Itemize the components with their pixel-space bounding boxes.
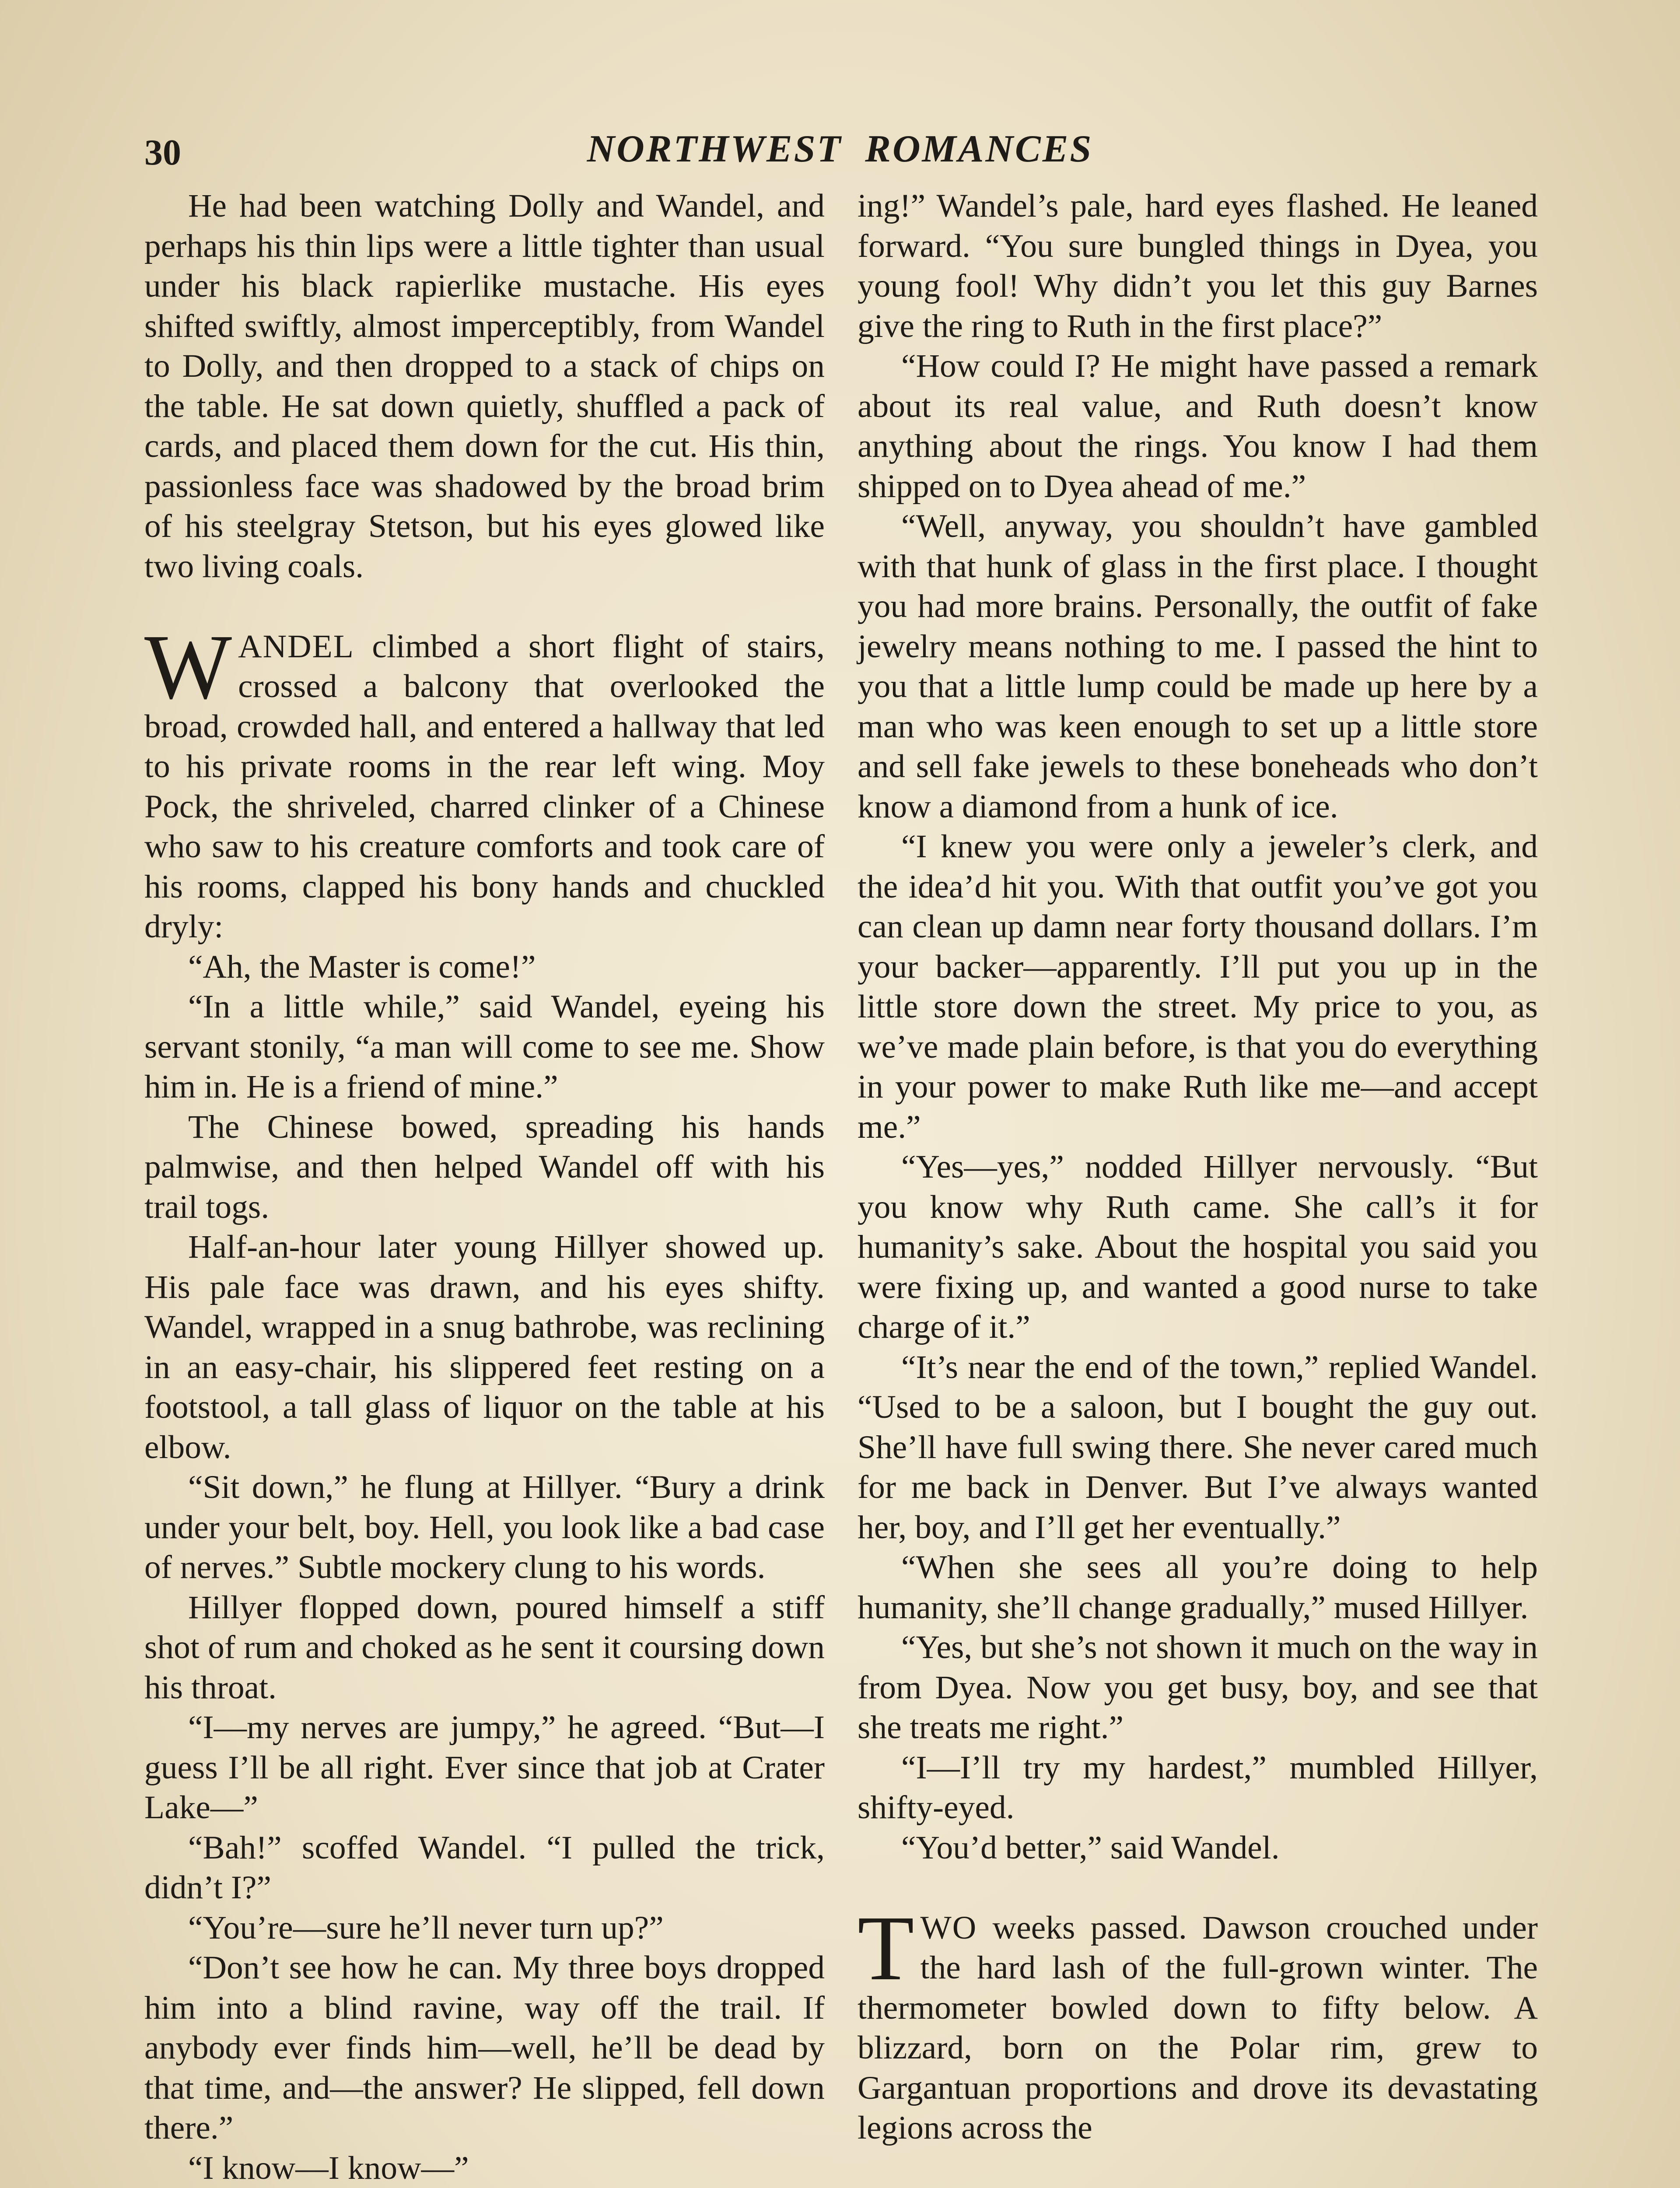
smallcaps-lead: ANDEL xyxy=(238,628,354,665)
paragraph: “When she sees all you’re doing to help humanity, she’ll change gradually,” mused Hillyer. xyxy=(858,1549,1538,1626)
section-break xyxy=(858,1868,1538,1908)
paragraph: “Don’t see how he can. My three boys dropped him into a blind ravine, way off the trail. If anybody ever finds him—well, he’ll be dead by that time, and—the answer? He slipped, fell down there.” xyxy=(144,1950,825,2146)
paragraph-with-dropcap xyxy=(144,615,825,947)
paragraph: “How could I? He might have passed a remark about its real value, and Ruth doesn’t know anything about the rings. You know I had them shipped on to Dyea ahead of me.” xyxy=(858,348,1538,505)
paragraph-text: weeks passed. Dawson crouched under the hard lash of the full-grown winter. The thermometer bowled down to fifty below. A blizzard, born on the Polar rim, grew to Gargantuan proportions and drove its devastating legions across the xyxy=(858,1909,1538,2146)
paragraph: He had been watching Dolly and Wandel, and perhaps his thin lips were a little tighter than usual under his black rapierlike mustache. His eyes shifted swiftly, almost imperceptibly, from Wandel to Dolly, and then dropped to a stack of chips on the table. He sat down quietly, shuffled a pack of cards, and placed them down for the cut. His thin, passionless face was shadowed by the broad brim of his steelgray Stetson, but his eyes glowed like two living coals. xyxy=(144,188,825,585)
paragraph: “I—I’ll try my hardest,” mumbled Hillyer, shifty-eyed. xyxy=(858,1749,1538,1826)
paragraph: Half-an-hour later young Hillyer showed up. His pale face was drawn, and his eyes shifty. Wandel, wrapped in a snug bathrobe, was reclining in an easy-chair, his slippered feet resting on a footstool, a tall glass of liquor on the table at his elbow. xyxy=(144,1229,825,1466)
drop-cap: T xyxy=(858,1896,914,1999)
paragraph: “I knew you were only a jeweler’s clerk, and the idea’d hit you. With that outfit you’ve got you can clean up damn near forty thousand dollars. I’m your backer—apparently. I’ll put you up in the little store down the street. My price to you, as we’ve made plain before, is that you do everything in your power to make Ruth like me—and accept me.” xyxy=(858,828,1538,1145)
paragraph: “Bah!” scoffed Wandel. “I pulled the trick, didn’t I?” xyxy=(144,1829,825,1906)
section-break xyxy=(144,586,825,627)
smallcaps-lead: WO xyxy=(920,1909,977,1946)
paragraph: “Yes—yes,” nodded Hillyer nervously. “But you know why Ruth came. She call’s it for humanity’s sake. About the hospital you said you were fixing up, and wanted a good nurse to take charge of it.” xyxy=(858,1149,1538,1345)
running-title: NORTHWEST ROMANCES xyxy=(587,128,1093,170)
paragraph: “In a little while,” said Wandel, eyeing his servant stonily, “a man will come to see me. Show him in. He is a friend of mine.” xyxy=(144,989,825,1105)
paragraph: “You’d better,” said Wandel. xyxy=(901,1829,1280,1866)
paragraph: “I—my nerves are jumpy,” he agreed. “But—I guess I’ll be all right. Ever since that job at Crater Lake—” xyxy=(144,1709,825,1826)
left-column xyxy=(144,186,825,2188)
page-header xyxy=(144,127,1536,188)
paragraph-with-dropcap xyxy=(858,1896,1538,2148)
paragraph: The Chinese bowed, spreading his hands palmwise, and then helped Wandel off with his trail togs. xyxy=(144,1108,825,1225)
paragraph: “It’s near the end of the town,” replied Wandel. “Used to be a saloon, but I bought the guy out. She’ll have full swing there. She never cared much for me back in Denver. But I’ve always wanted her, boy, and I’ll get her eventually.” xyxy=(858,1349,1538,1546)
page-number: 30 xyxy=(144,132,181,173)
paragraph-text: climbed a short flight of stairs, crossed a balcony that overlooked the broad, crowded hall, and entered a hallway that led to his private rooms in the rear left wing. Moy Pock, the shriveled, charred clinker of a Chinese who saw to his creature comforts and took care of his rooms, clapped his bony hands and chuckled dryly: xyxy=(144,628,825,945)
drop-cap: W xyxy=(144,615,232,718)
paragraph: “Ah, the Master is come!” xyxy=(188,948,536,985)
paragraph: “Well, anyway, you shouldn’t have gambled with that hunk of glass in the first place. I thought you had more brains. Personally, the outfit of fake jewelry means nothing to me. I passed the hint to you that a little lump could be made up here by a man who was keen enough to set up a little store and sell fake jewels to these boneheads who don’t know a diamond from a hunk of ice. xyxy=(858,508,1538,825)
paragraph: “Sit down,” he flung at Hillyer. “Bury a drink under your belt, boy. Hell, you look like a bad case of nerves.” Subtle mockery clung to his words. xyxy=(144,1469,825,1585)
paragraph: ing!” Wandel’s pale, hard eyes flashed. He leaned forward. “You sure bungled things in Dyea, you young fool! Why didn’t you let this guy Barnes give the ring to Ruth in the first place?” xyxy=(858,188,1538,344)
paragraph: “I know—I know—” xyxy=(188,2149,469,2186)
right-column xyxy=(858,186,1538,2148)
paragraph: “You’re—sure he’ll never turn up?” xyxy=(188,1909,664,1946)
paragraph: “Yes, but she’s not shown it much on the way in from Dyea. Now you get busy, boy, and see that she treats me right.” xyxy=(858,1629,1538,1746)
paragraph: Hillyer flopped down, poured himself a stiff shot of rum and choked as he sent it coursing down his throat. xyxy=(144,1589,825,1706)
